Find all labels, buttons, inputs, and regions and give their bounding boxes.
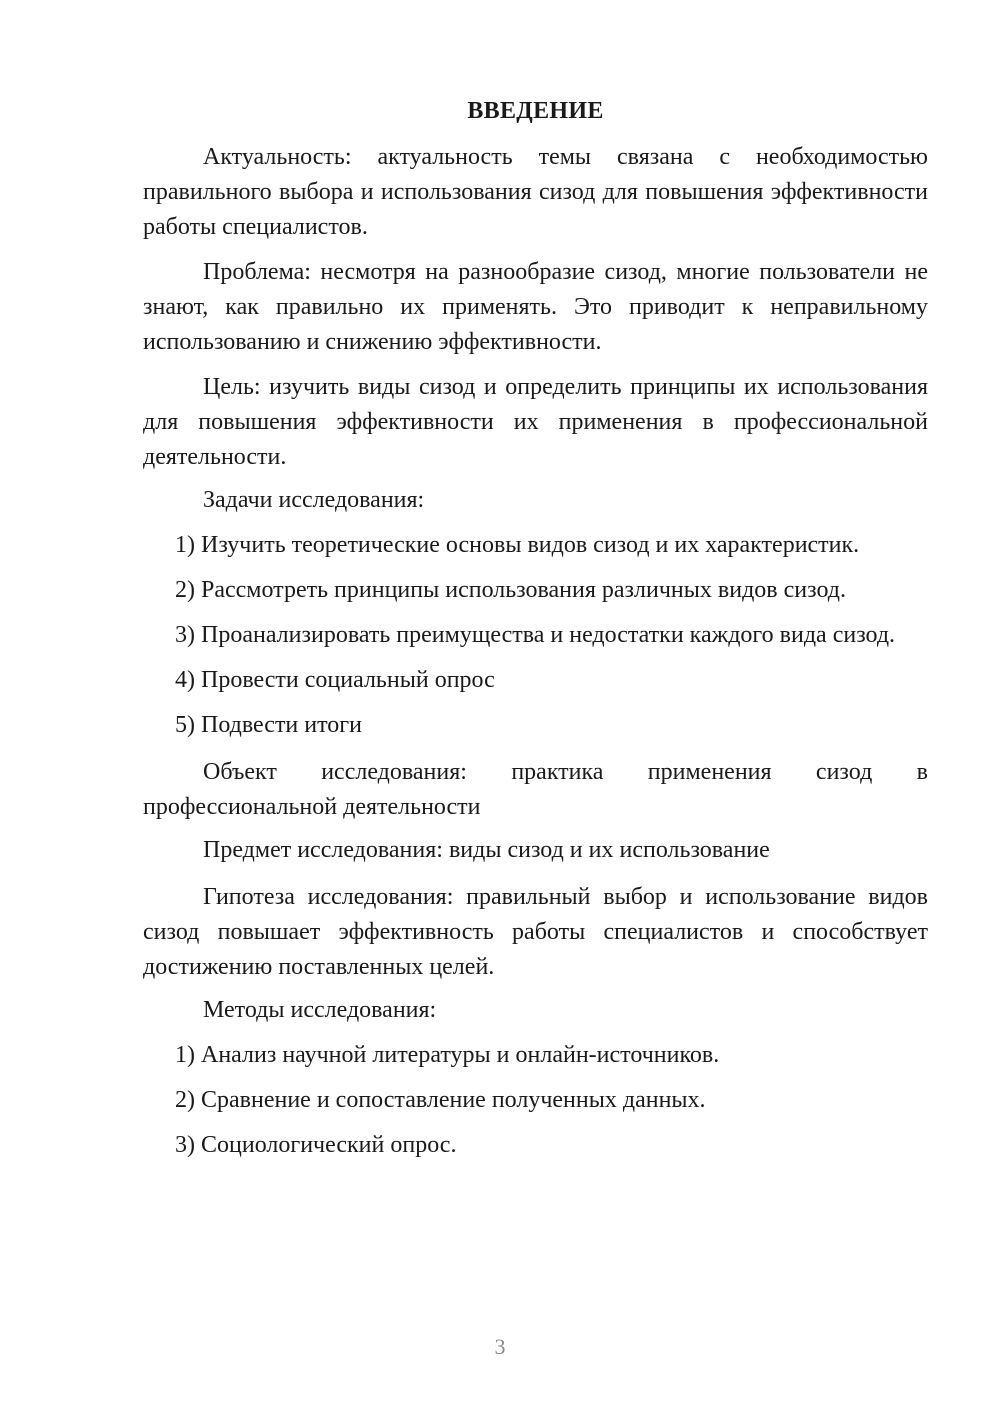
tasks-heading: Задачи исследования: bbox=[203, 487, 425, 513]
document-body bbox=[143, 96, 928, 1175]
list-item: 3) Социологический опрос. bbox=[175, 1132, 457, 1158]
hypothesis-paragraph: Гипотеза исследования: правильный выбор и использование видов сизод повышает эффективность работы специалистов и способствует достижению поставленных целей. bbox=[143, 884, 928, 980]
list-item: 2) Сравнение и сопоставление полученных данных. bbox=[175, 1087, 706, 1113]
relevance-paragraph: Актуальность: актуальность темы связана с необходимостью правильного выбора и использования сизод для повышения эффективности работы специалистов. bbox=[143, 144, 928, 240]
list-item: 1) Изучить теоретические основы видов сизод и их характеристик. bbox=[175, 532, 860, 558]
goal-paragraph: Цель: изучить виды сизод и определить принципы их использования для повышения эффективности их применения в профессиональной деятельности. bbox=[143, 374, 928, 470]
list-item: 1) Анализ научной литературы и онлайн-источников. bbox=[175, 1042, 720, 1068]
page-title: ВВЕДЕНИЕ bbox=[467, 98, 604, 124]
problem-paragraph: Проблема: несмотря на разнообразие сизод, многие пользователи не знают, как правильно их применять. Это приводит к неправильному использованию и снижению эффективности. bbox=[143, 259, 928, 355]
list-item: 2) Рассмотреть принципы использования различных видов сизод. bbox=[175, 577, 846, 603]
tasks-list bbox=[143, 530, 928, 740]
subject-paragraph: Предмет исследования: виды сизод и их использование bbox=[203, 837, 770, 863]
list-item: 4) Провести социальный опрос bbox=[175, 667, 495, 693]
page-number: 3 bbox=[494, 1334, 506, 1359]
list-item: 5) Подвести итоги bbox=[175, 712, 362, 738]
methods-heading: Методы исследования: bbox=[203, 997, 437, 1023]
object-paragraph: Объект исследования: практика применения сизод в профессиональной деятельности bbox=[143, 759, 928, 820]
list-item: 3) Проанализировать преимущества и недостатки каждого вида сизод. bbox=[175, 622, 896, 648]
methods-list bbox=[143, 1040, 928, 1160]
